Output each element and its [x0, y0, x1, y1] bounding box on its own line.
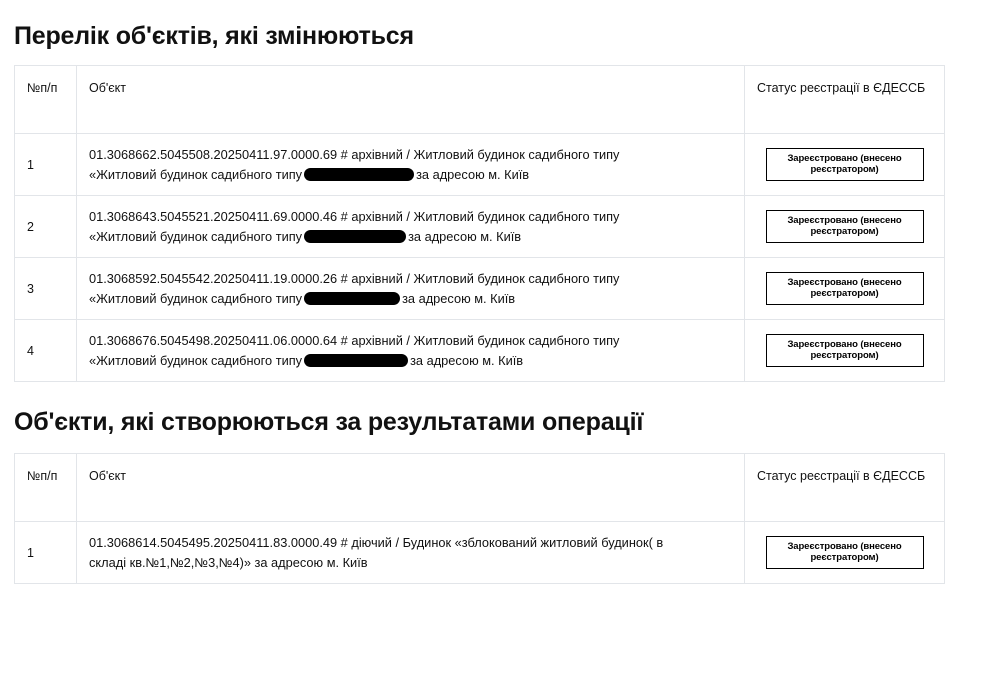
object-identifier-line: 01.3068643.5045521.20250411.69.0000.46 # архівний / Житловий будинок садибного типу — [89, 208, 620, 224]
table-header — [15, 66, 945, 134]
object-address-suffix: за адресою м. Київ — [402, 290, 516, 306]
column-header-number: №п/п — [15, 454, 77, 522]
row-number: 1 — [15, 522, 77, 584]
table-row — [15, 522, 945, 584]
object-address-line — [89, 351, 732, 371]
row-status — [745, 196, 945, 258]
row-status — [745, 134, 945, 196]
column-header-object: Об'єкт — [77, 66, 745, 134]
redaction-bar — [304, 230, 406, 243]
section-title-changed-objects: Перелік об'єктів, які змінюються — [14, 22, 414, 50]
object-address-prefix: «Житловий будинок садибного типу — [89, 166, 303, 182]
object-address-line — [89, 289, 732, 309]
status-badge[interactable]: Зареєстровано (внесено реєстратором) — [766, 272, 924, 306]
column-header-status: Статус реєстрації в ЄДЕССБ — [745, 66, 945, 134]
object-address-line — [89, 165, 732, 185]
row-object — [77, 196, 745, 258]
table-row — [15, 320, 945, 382]
row-status — [745, 320, 945, 382]
section-title-created-objects: Об'єкти, які створюються за результатами операції — [14, 408, 644, 436]
row-number: 3 — [15, 258, 77, 320]
redaction-bar — [304, 354, 408, 367]
redaction-bar — [304, 292, 400, 305]
table-body — [15, 522, 945, 584]
column-header-number: №п/п — [15, 66, 77, 134]
object-address-line — [89, 227, 732, 247]
object-identifier-line: 01.3068614.5045495.20250411.83.0000.49 # діючий / Будинок «зблокований житловий будинок( в — [89, 534, 664, 550]
status-badge[interactable]: Зареєстровано (внесено реєстратором) — [766, 210, 924, 244]
object-address-prefix: «Житловий будинок садибного типу — [89, 352, 303, 368]
table-row — [15, 134, 945, 196]
object-address-prefix: «Житловий будинок садибного типу — [89, 290, 303, 306]
table-header — [15, 454, 945, 522]
row-number: 4 — [15, 320, 77, 382]
column-header-object: Об'єкт — [77, 454, 745, 522]
row-number: 1 — [15, 134, 77, 196]
table-row — [15, 196, 945, 258]
row-object — [77, 134, 745, 196]
status-badge[interactable]: Зареєстровано (внесено реєстратором) — [766, 148, 924, 182]
object-address-suffix: за адресою м. Київ — [408, 228, 522, 244]
row-object — [77, 522, 745, 584]
row-number: 2 — [15, 196, 77, 258]
object-address-line: складі кв.№1,№2,№3,№4)» за адресою м. Київ — [89, 554, 368, 570]
row-status — [745, 522, 945, 584]
column-header-status: Статус реєстрації в ЄДЕССБ — [745, 454, 945, 522]
status-badge[interactable]: Зареєстровано (внесено реєстратором) — [766, 536, 924, 570]
object-address-prefix: «Житловий будинок садибного типу — [89, 228, 303, 244]
changed-objects-table — [14, 65, 945, 382]
table-row — [15, 258, 945, 320]
status-badge[interactable]: Зареєстровано (внесено реєстратором) — [766, 334, 924, 368]
object-address-suffix: за адресою м. Київ — [410, 352, 524, 368]
object-identifier-line: 01.3068662.5045508.20250411.97.0000.69 # архівний / Житловий будинок садибного типу — [89, 146, 620, 162]
table-header-row — [15, 66, 945, 134]
object-identifier-line: 01.3068592.5045542.20250411.19.0000.26 # архівний / Житловий будинок садибного типу — [89, 270, 620, 286]
table-body — [15, 134, 945, 382]
object-identifier-line: 01.3068676.5045498.20250411.06.0000.64 # архівний / Житловий будинок садибного типу — [89, 332, 620, 348]
row-object — [77, 320, 745, 382]
row-status — [745, 258, 945, 320]
redaction-bar — [304, 168, 414, 181]
created-objects-table — [14, 453, 945, 584]
row-object — [77, 258, 745, 320]
table-header-row — [15, 454, 945, 522]
object-address-suffix: за адресою м. Київ — [416, 166, 530, 182]
